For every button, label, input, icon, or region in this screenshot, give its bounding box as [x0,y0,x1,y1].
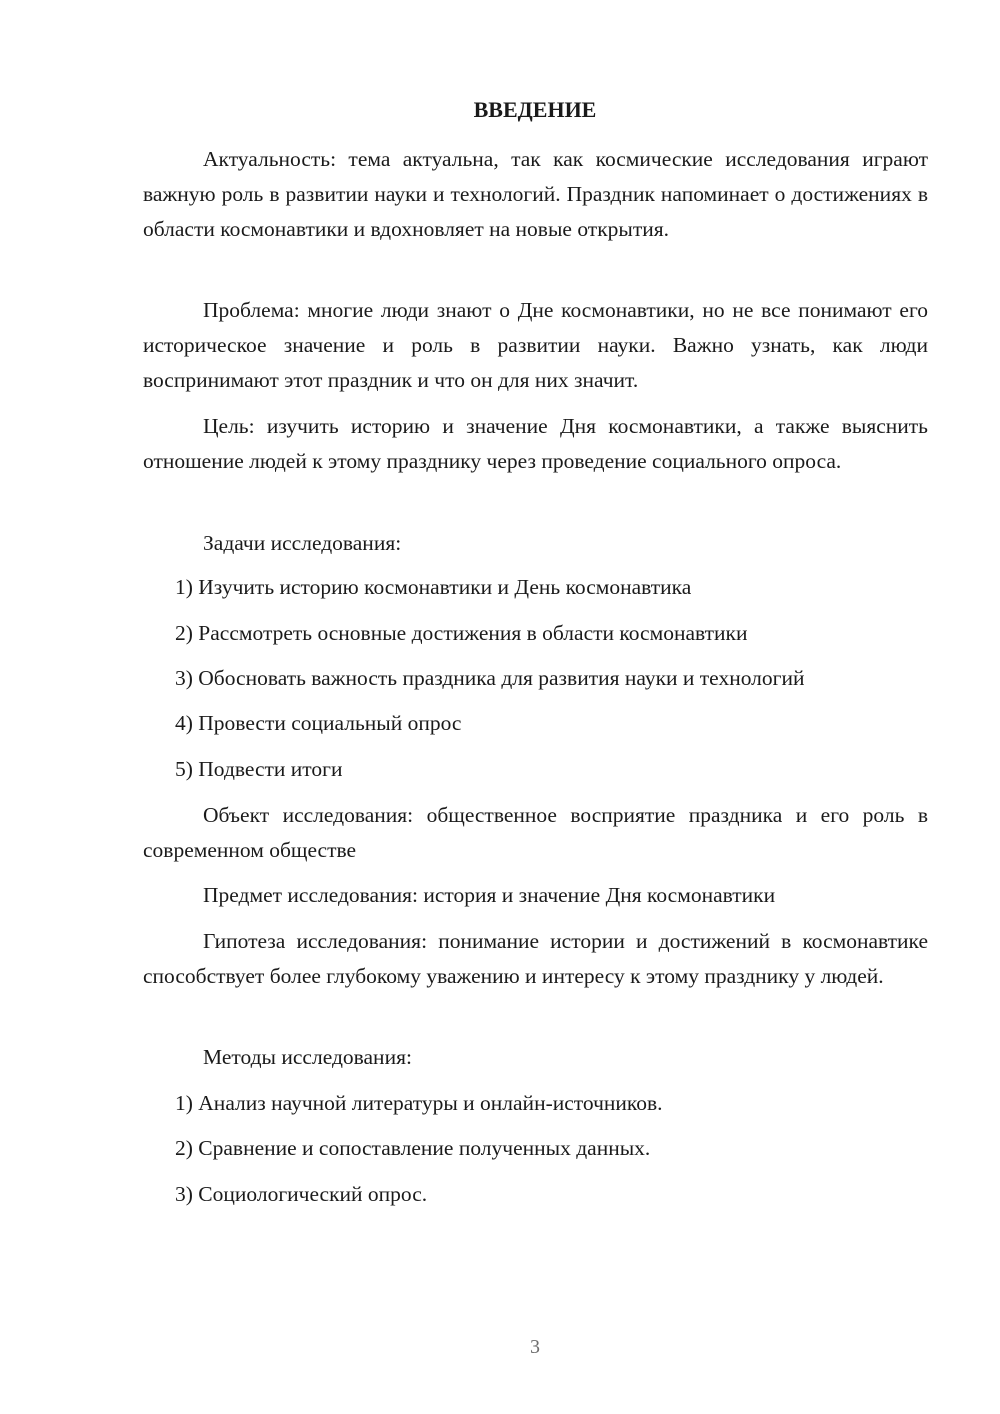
page-title: ВВЕДЕНИЕ [473,97,597,122]
task-item: 4) Провести социальный опрос [175,711,462,735]
paragraph-object: Объект исследования: общественное восприятие праздника и его роль в современном обществе [143,803,928,862]
task-item: 2) Рассмотреть основные достижения в области космонавтики [175,621,748,645]
method-item: 2) Сравнение и сопоставление полученных данных. [175,1136,651,1160]
tasks-heading: Задачи исследования: [203,531,402,555]
task-item: 5) Подвести итоги [175,757,343,781]
paragraph-goal: Цель: изучить историю и значение Дня космонавтики, а также выяснить отношение людей к этому празднику через проведение социального опроса. [143,414,928,473]
paragraph-relevance: Актуальность: тема актуальна, так как космические исследования играют важную роль в развитии науки и технологий. Праздник напоминает о достижениях в области космонавтики и вдохновляет на новые открытия. [143,147,928,241]
paragraph-hypothesis: Гипотеза исследования: понимание истории и достижений в космонавтике способствует более глубокому уважению и интересу к этому празднику у людей. [143,929,928,988]
method-item: 3) Социологический опрос. [175,1182,428,1206]
paragraph-problem: Проблема: многие люди знают о Дне космонавтики, но не все понимают его историческое значение и роль в развитии науки. Важно узнать, как люди воспринимают этот праздник и что он для них значит. [143,298,928,392]
task-item: 1) Изучить историю космонавтики и День космонавтика [175,575,692,599]
task-item: 3) Обосновать важность праздника для развития науки и технологий [175,666,805,690]
methods-heading: Методы исследования: [203,1045,412,1069]
page-number: 3 [530,1336,540,1358]
method-item: 1) Анализ научной литературы и онлайн-источников. [175,1091,663,1115]
paragraph-subject: Предмет исследования: история и значение Дня космонавтики [203,883,776,907]
